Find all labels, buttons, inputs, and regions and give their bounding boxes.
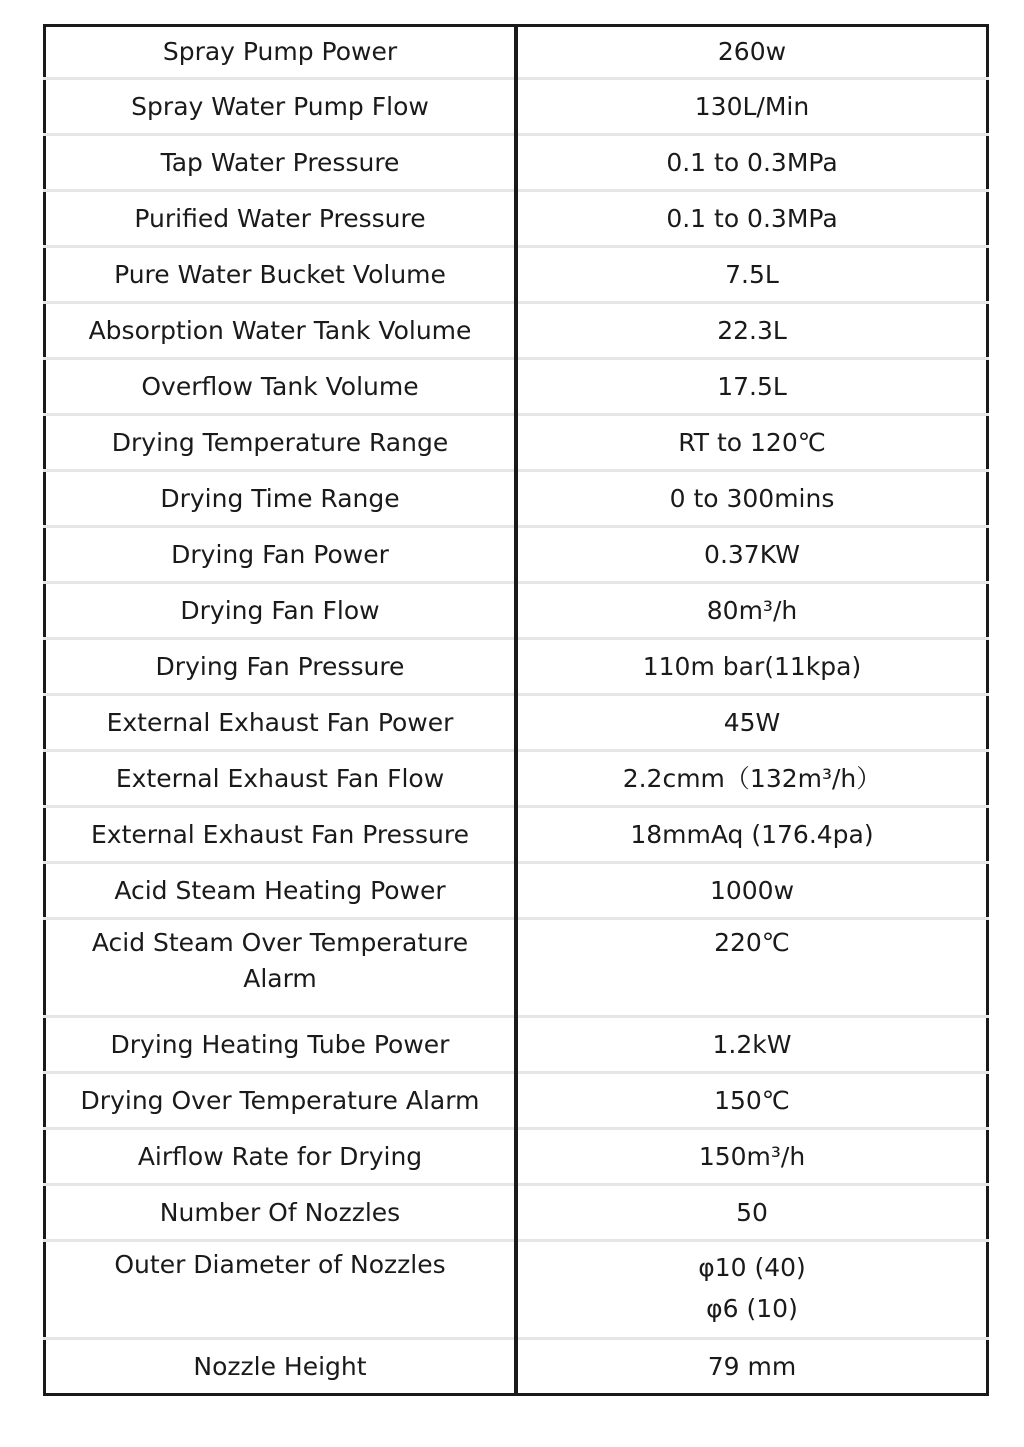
parameter-label: Nozzle Height: [193, 1351, 367, 1381]
parameter-label: Outer Diameter of Nozzles: [114, 1250, 446, 1279]
value-text: 79 mm: [707, 1351, 797, 1381]
table-row: [45, 583, 988, 639]
parameter-label: Drying Time Range: [160, 483, 400, 513]
value-text: RT to 120℃: [678, 427, 826, 457]
parameter-cell: [45, 639, 517, 695]
parameter-label: External Exhaust Fan Pressure: [91, 819, 469, 849]
value-text: 1.2kW: [712, 1029, 792, 1059]
value-text: 260w: [717, 37, 787, 66]
table-row: [45, 751, 988, 807]
table-row: [45, 1073, 988, 1129]
parameter-cell: [45, 303, 517, 359]
value-text: 0.37KW: [704, 539, 800, 569]
parameter-cell: [45, 1129, 517, 1185]
parameter-label: Drying Fan Flow: [180, 595, 380, 625]
parameter-label: Spray Water Pump Flow: [131, 91, 429, 121]
value-text: 110m bar(11kpa): [642, 651, 862, 681]
parameter-cell: [45, 79, 517, 135]
value-cell: [516, 751, 988, 807]
value-text: 22.3L: [717, 315, 787, 345]
parameter-cell: [45, 583, 517, 639]
parameter-cell: [45, 751, 517, 807]
parameter-cell: [45, 135, 517, 191]
parameter-cell: [45, 863, 517, 919]
parameter-label: Spray Pump Power: [162, 37, 398, 66]
value-cell: [516, 79, 988, 135]
value-cell: [516, 527, 988, 583]
parameter-label: Drying Temperature Range: [111, 427, 449, 457]
parameter-cell: [45, 695, 517, 751]
table-row: [45, 247, 988, 303]
parameter-label: Number Of Nozzles: [159, 1197, 401, 1227]
value-cell: [516, 359, 988, 415]
table-row: [45, 1339, 988, 1395]
table-row: [45, 135, 988, 191]
parameter-cell: [45, 1073, 517, 1129]
value-text: φ10 (40): [698, 1253, 806, 1282]
parameter-label: Absorption Water Tank Volume: [88, 315, 472, 345]
value-cell: [516, 1073, 988, 1129]
parameter-cell: [45, 807, 517, 863]
parameter-label: Acid Steam Over Temperature Alarm: [91, 928, 469, 993]
value-cell: [516, 191, 988, 247]
value-text: 18mmAq (176.4pa): [630, 819, 874, 849]
parameter-label: Tap Water Pressure: [160, 147, 400, 177]
value-cell: [516, 135, 988, 191]
value-text: 0.1 to 0.3MPa: [666, 147, 838, 177]
value-cell: [516, 1339, 988, 1395]
value-cell: [516, 919, 988, 1017]
parameter-label: Drying Fan Pressure: [155, 651, 405, 681]
value-cell: [516, 26, 988, 79]
table-row: [45, 191, 988, 247]
table-row: [45, 639, 988, 695]
parameter-cell: [45, 415, 517, 471]
value-text: 150℃: [714, 1085, 790, 1115]
table-row: [45, 359, 988, 415]
parameter-cell: [45, 919, 517, 1017]
parameter-label: Overflow Tank Volume: [141, 371, 419, 401]
table-row: [45, 1241, 988, 1339]
value-cell: [516, 1129, 988, 1185]
value-text: 2.2cmm（132m³/h）: [622, 763, 882, 793]
table-row: [45, 1017, 988, 1073]
value-cell: [516, 863, 988, 919]
parameter-label: Drying Fan Power: [171, 539, 389, 569]
parameter-label: Drying Over Temperature Alarm: [80, 1085, 480, 1115]
value-text: 80m³/h: [706, 595, 798, 625]
value-text: 0.1 to 0.3MPa: [666, 203, 838, 233]
table-row: [45, 471, 988, 527]
table-row: [45, 807, 988, 863]
value-cell: [516, 807, 988, 863]
parameter-cell: [45, 1185, 517, 1241]
table-row: [45, 1185, 988, 1241]
table-row: [45, 303, 988, 359]
parameter-label: External Exhaust Fan Power: [106, 707, 454, 737]
parameter-cell: [45, 1017, 517, 1073]
value-cell: [516, 1185, 988, 1241]
value-cell: [516, 1017, 988, 1073]
parameter-cell: [45, 359, 517, 415]
value-cell: [516, 303, 988, 359]
table-row: [45, 1129, 988, 1185]
parameter-cell: [45, 471, 517, 527]
parameter-label: Acid Steam Heating Power: [114, 875, 446, 905]
value-cell: [516, 471, 988, 527]
table-row: [45, 415, 988, 471]
value-cell: [516, 415, 988, 471]
parameter-label: Purified Water Pressure: [134, 203, 426, 233]
table-row: [45, 79, 988, 135]
spec-table: [43, 24, 989, 1396]
parameter-label: Airflow Rate for Drying: [137, 1141, 423, 1171]
value-text: 50: [736, 1197, 768, 1227]
parameter-cell: [45, 191, 517, 247]
value-text: 7.5L: [725, 259, 779, 289]
value-text: 1000w: [709, 875, 795, 905]
value-text-line2: φ6 (10): [706, 1294, 798, 1323]
value-text: 150m³/h: [698, 1141, 806, 1171]
table-row: [45, 527, 988, 583]
table-row: [45, 863, 988, 919]
parameter-cell: [45, 1339, 517, 1395]
value-text: 17.5L: [717, 371, 787, 401]
table-row: [45, 26, 988, 79]
value-text: 220℃: [714, 928, 790, 957]
value-cell: [516, 695, 988, 751]
parameter-cell: [45, 527, 517, 583]
parameter-label: External Exhaust Fan Flow: [115, 763, 445, 793]
parameter-cell: [45, 247, 517, 303]
value-cell: [516, 639, 988, 695]
value-cell: [516, 1241, 988, 1339]
parameter-cell: [45, 26, 517, 79]
value-cell: [516, 583, 988, 639]
value-cell: [516, 247, 988, 303]
table-row: [45, 919, 988, 1017]
value-text: 130L/Min: [694, 91, 810, 121]
value-text: 0 to 300mins: [669, 483, 835, 513]
parameter-cell: [45, 1241, 517, 1339]
parameter-label: Drying Heating Tube Power: [110, 1029, 450, 1059]
table-row: [45, 695, 988, 751]
parameter-label: Pure Water Bucket Volume: [114, 259, 446, 289]
value-text: 45W: [723, 707, 781, 737]
